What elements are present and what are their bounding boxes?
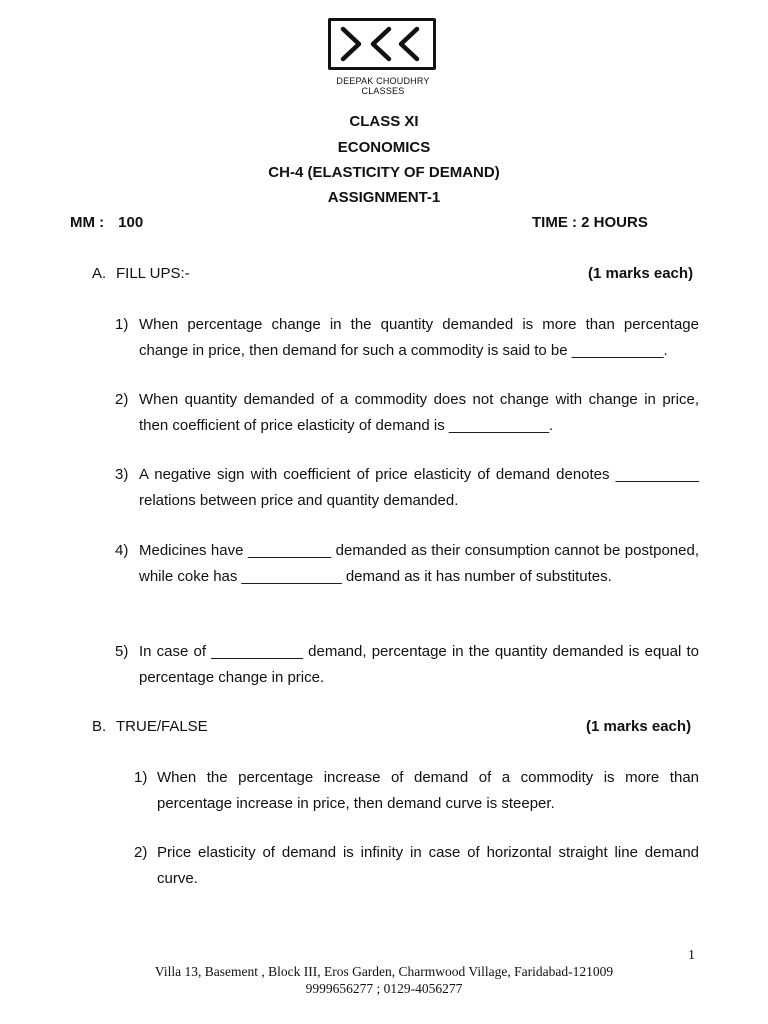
question-text: A negative sign with coefficient of price elasticity of demand denotes __________ relations between price and quantity demanded. bbox=[139, 466, 699, 509]
footer-address: Villa 13, Basement , Block III, Eros Garden, Charmwood Village, Faridabad-121009 bbox=[154, 964, 614, 979]
assignment-title: ASSIGNMENT-1 bbox=[327, 189, 441, 206]
section-b-title: TRUE/FALSE bbox=[116, 718, 208, 735]
logo bbox=[326, 16, 442, 96]
max-marks-label: MM : bbox=[70, 214, 105, 231]
section-b-letter: B. bbox=[92, 718, 107, 735]
page-number: 1 bbox=[688, 948, 695, 963]
question-text: When the percentage increase of demand of a commodity is more than percentage increase in price, then demand curve is steeper. bbox=[157, 769, 699, 812]
footer-phones: 9999656277 ; 0129-4056277 bbox=[305, 981, 463, 996]
max-marks bbox=[70, 214, 143, 231]
logo-chevrons-icon bbox=[331, 21, 433, 67]
time-allowed: TIME : 2 HOURS bbox=[532, 214, 648, 231]
chapter-title: CH-4 (ELASTICITY OF DEMAND) bbox=[268, 164, 500, 181]
section-a-heading bbox=[92, 265, 190, 282]
question-text: When quantity demanded of a commodity does not change with change in price, then coefficient of price elasticity of demand is ____________. bbox=[139, 391, 699, 434]
section-a-letter: A. bbox=[92, 265, 107, 282]
section-a-marks: (1 marks each) bbox=[588, 265, 694, 282]
question-text: In case of ___________ demand, percentage in the quantity demanded is equal to percentage change in price. bbox=[139, 643, 699, 686]
section-b-marks: (1 marks each) bbox=[586, 718, 692, 735]
question-number: 3) bbox=[115, 466, 129, 483]
question-number: 1) bbox=[115, 316, 129, 333]
question-number: 2) bbox=[115, 391, 129, 408]
question-text: When percentage change in the quantity demanded is more than percentage change in price, then demand for such a commodity is said to be ___________. bbox=[139, 316, 699, 359]
class-title: CLASS XI bbox=[349, 113, 419, 130]
question-text: Medicines have __________ demanded as their consumption cannot be postponed, while coke has ____________ demand as it has number of substitutes. bbox=[139, 542, 699, 585]
logo-mark bbox=[328, 18, 436, 70]
section-a-title: FILL UPS:- bbox=[116, 265, 190, 282]
subject-title: ECONOMICS bbox=[337, 139, 431, 156]
max-marks-value: 100 bbox=[118, 214, 144, 231]
question-number: 5) bbox=[115, 643, 129, 660]
question-number: 2) bbox=[134, 844, 148, 861]
question-text: Price elasticity of demand is infinity in case of horizontal straight line demand curve. bbox=[157, 844, 699, 887]
logo-text: DEEPAK CHOUDHRY CLASSES bbox=[336, 76, 430, 96]
question-number: 1) bbox=[134, 769, 148, 786]
section-b-heading bbox=[92, 718, 208, 735]
question-number: 4) bbox=[115, 542, 129, 559]
